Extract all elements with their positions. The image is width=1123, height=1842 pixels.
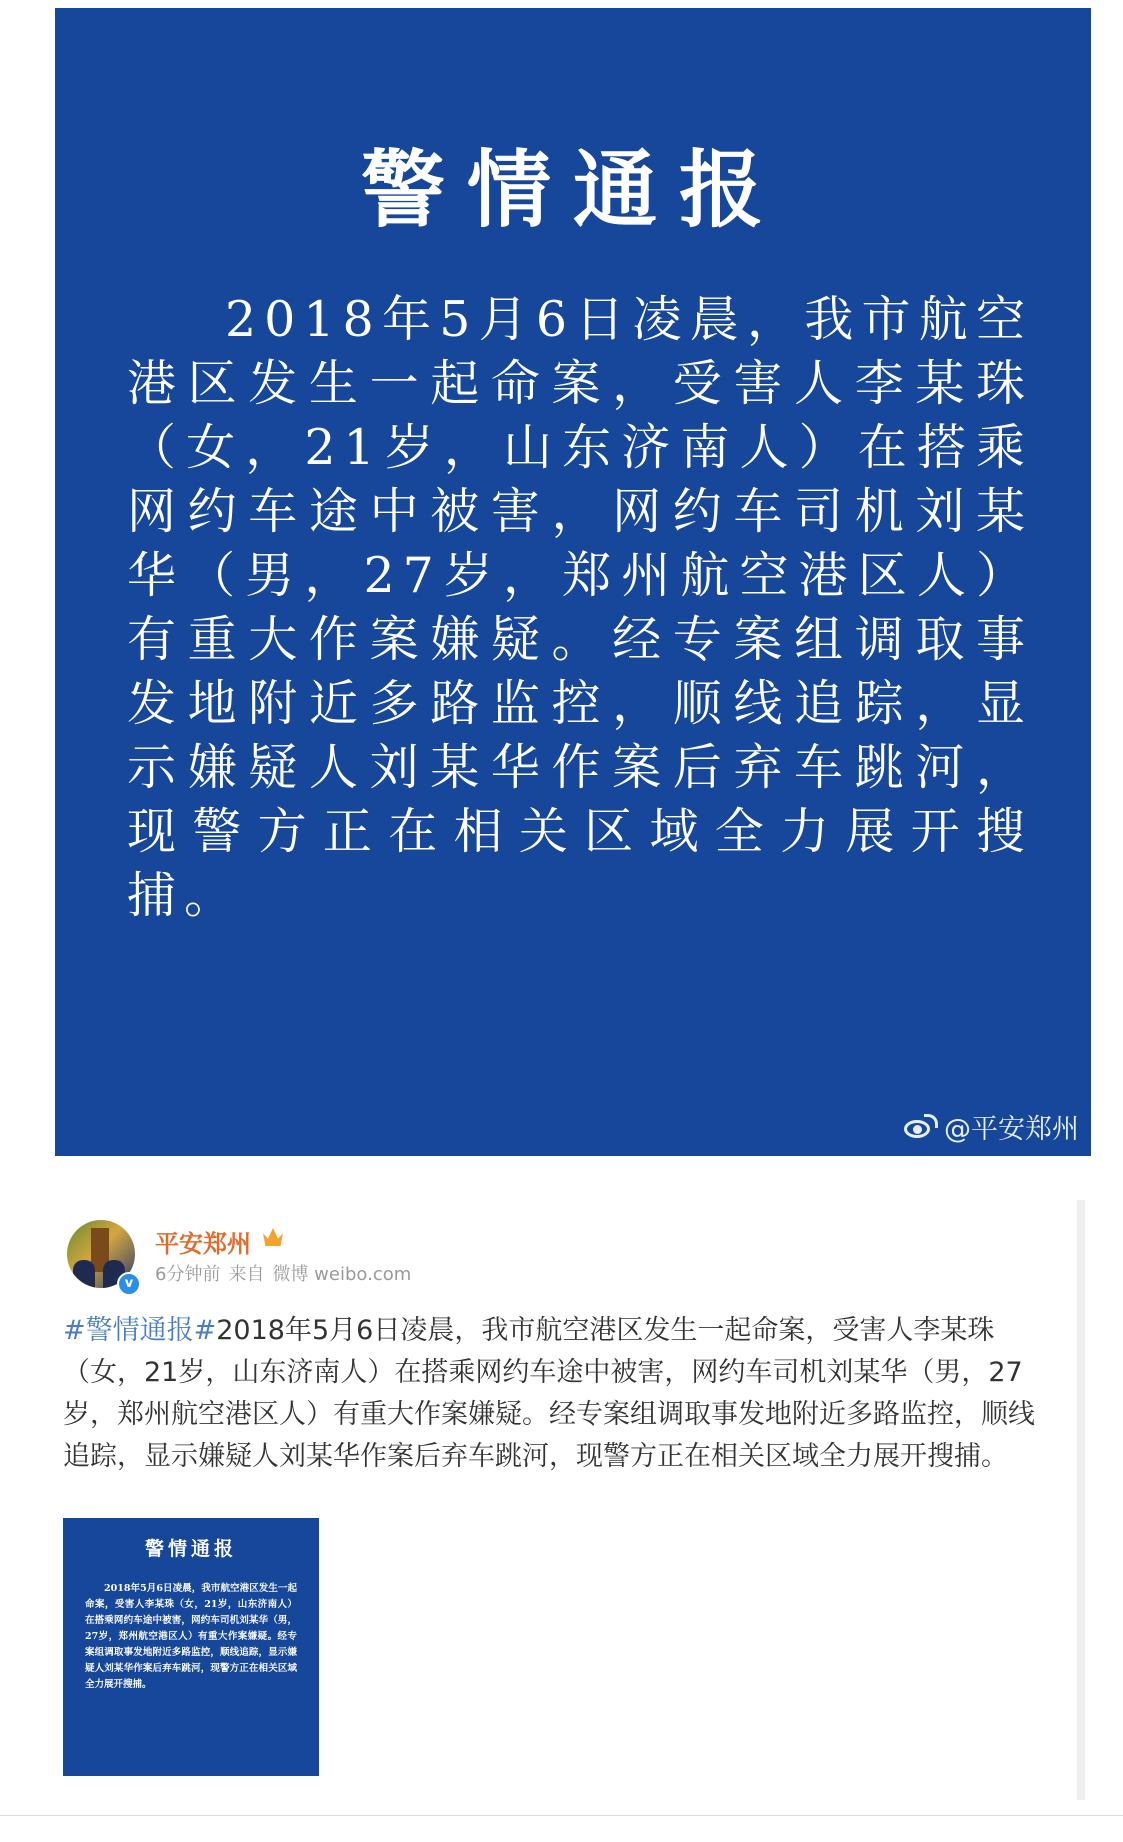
post-source[interactable]: 微博 weibo.com: [272, 1264, 412, 1285]
post-body: 2018年5月6日凌晨，我市航空港区发生一起命案，受害人李某珠（女，21岁，山东济南人）在搭乘网约车途中被害，网约车司机刘某华（男，27岁，郑州航空港区人）有重大作案嫌疑。经专案组调取事发地附近多路监控，顺线追踪，显示嫌疑人刘某华作案后弃车跳河，现警方正在相关区域全力展开搜捕。: [63, 1315, 1035, 1472]
post-image-thumbnail[interactable]: [63, 1518, 319, 1776]
police-notice-image: [55, 8, 1091, 1156]
post-text: [63, 1310, 1053, 1478]
weibo-watermark: [904, 1107, 1079, 1146]
notice-body: 2018年5月6日凌晨，我市航空港区发生一起命案，受害人李某珠（女，21岁，山东济南人）在搭乘网约车途中被害，网约车司机刘某华（男，27岁，郑州航空港区人）有重大作案嫌疑。经专案组调取事发地附近多路监控，顺线追踪，显示嫌疑人刘某华作案后弃车跳河，现警方正在相关区域全力展开搜捕。: [127, 291, 1033, 924]
thumbnail-title: 警情通报: [144, 1538, 237, 1560]
post-meta: [155, 1260, 419, 1286]
watermark-text: @平安郑州: [944, 1114, 1079, 1145]
post-time[interactable]: 6分钟前: [155, 1264, 221, 1285]
divider: [0, 1815, 1123, 1816]
weibo-post-card: [55, 1200, 1085, 1800]
notice-title: 警情通报: [360, 140, 785, 239]
hashtag-link[interactable]: #警情通报#: [63, 1315, 217, 1346]
weibo-icon: [904, 1114, 938, 1140]
user-name-link[interactable]: 平安郑州: [155, 1230, 251, 1258]
source-prefix: 来自: [228, 1264, 265, 1285]
verified-badge-icon: v: [117, 1272, 141, 1296]
thumbnail-body: 2018年5月6日凌晨，我市航空港区发生一起命案，受害人李某珠（女，21岁，山东济南人）在搭乘网约车途中被害，网约车司机刘某华（男，27岁，郑州航空港区人）有重大作案嫌疑。经专案组调取事发地附近多路监控，顺线追踪，显示嫌疑人刘某华作案后弃车跳河，现警方正在相关区域全力展开搜捕。: [85, 1583, 297, 1690]
crown-icon[interactable]: [263, 1228, 283, 1246]
